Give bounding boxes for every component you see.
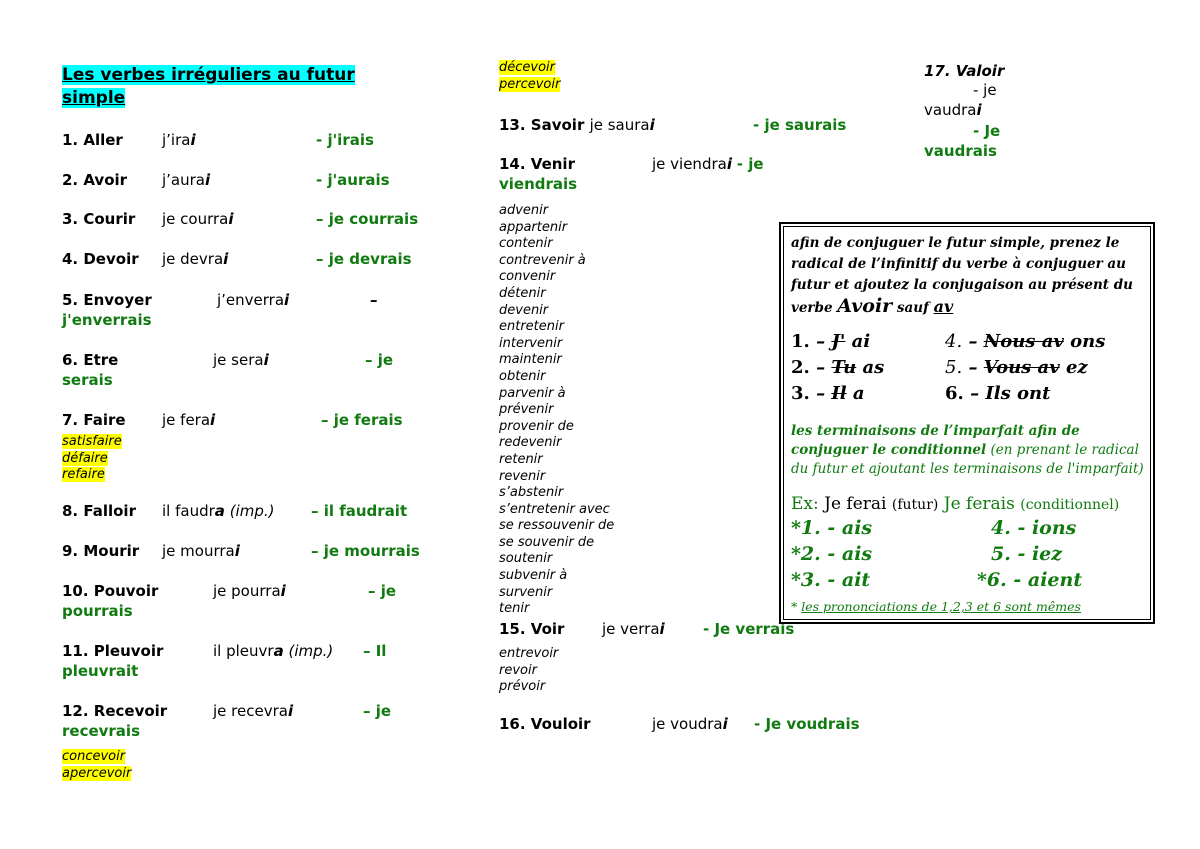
list-item: devenir [499, 302, 549, 318]
list-item: tenir [499, 601, 530, 617]
list-item: retenir [499, 451, 543, 467]
page-title: Les verbes irréguliers au futur simple [62, 65, 355, 108]
verb-venir-label: 14. Venir [499, 155, 575, 173]
ending-6: *6. - aient [977, 569, 1083, 591]
pronoun-3: 3. – Il a [791, 383, 865, 404]
voir-related-list [499, 646, 558, 696]
ending-4: 4. - ions [991, 517, 1077, 539]
list-item: provenir de [499, 418, 574, 434]
list-item: s’entretenir avec [499, 501, 610, 517]
verb-valoir-futur: vaudrai [924, 101, 982, 119]
list-item: concevoir [62, 749, 126, 764]
verb-valoir-dash2: - Je [973, 122, 1001, 140]
verb-faire-label: 7. Faire [62, 411, 126, 429]
verb-savoir-label: 13. Savoir je saurai [499, 116, 655, 134]
pronunciation-note: * les prononciations de 1,2,3 et 6 sont mêmes [791, 599, 1081, 614]
verb-envoyer-conditionnel: j'enverrais [62, 311, 152, 329]
list-item: prévenir [499, 402, 554, 418]
verb-devoir-label: 4. Devoir [62, 250, 139, 268]
verb-vouloir-futur: je voudrai [652, 715, 728, 733]
ending-1: *1. - ais [791, 517, 873, 539]
list-item: revenir [499, 468, 546, 484]
pronoun-4: 4. – Nous av ons [945, 331, 1106, 352]
verb-avoir-label: 2. Avoir [62, 171, 128, 189]
verb-etre-conditionnel: serais [62, 371, 113, 389]
list-item: détenir [499, 285, 546, 301]
list-item: s’abstenir [499, 485, 564, 501]
list-item: percevoir [499, 76, 561, 92]
verb-pleuvoir-label: 11. Pleuvoir [62, 642, 164, 660]
verb-aller-label: 1. Aller [62, 131, 123, 149]
verb-courir-label: 3. Courir [62, 210, 136, 228]
verb-mourir-futur: je mourrai [162, 542, 240, 560]
list-item: prévoir [499, 679, 546, 695]
pronoun-2: 2. – Tu as [791, 357, 885, 378]
conditionnel-rule: les terminaisons de l’imparfait afin de conjuguer le conditionnel (en prenant le radical du futur et ajoutant les terminaisons de l'imparfait) [791, 423, 1144, 477]
verb-envoyer-futur: j’enverrai [217, 291, 290, 309]
venir-related-list [499, 203, 614, 618]
verb-valoir-label: 17. Valoir [924, 62, 1005, 80]
verb-avoir-conditionnel: - j'aurais [316, 171, 390, 189]
list-item: entrevoir [499, 646, 559, 661]
list-item: satisfaire [62, 434, 122, 449]
verb-envoyer-label: 5. Envoyer [62, 291, 152, 309]
verb-recevoir-dash: – je [363, 702, 392, 720]
verb-pleuvoir-conditionnel: pleuvrait [62, 662, 139, 680]
verb-pleuvoir-dash: – Il [363, 642, 387, 660]
verb-mourir-label: 9. Mourir [62, 542, 140, 560]
pronoun-5: 5. – Vous av ez [945, 357, 1088, 378]
verb-falloir-label: 8. Falloir [62, 502, 136, 520]
verb-savoir-conditionnel: - je saurais [753, 116, 847, 134]
faire-related-list [62, 434, 122, 484]
verb-recevoir-label: 12. Recevoir [62, 702, 168, 720]
list-item: subvenir à [499, 568, 568, 584]
list-item: décevoir [499, 60, 555, 75]
verb-aller-futur: j’irai [162, 131, 196, 149]
verb-etre-dash: – je [365, 351, 394, 369]
list-item: apercevoir [62, 765, 132, 781]
verb-courir-futur: je courrai [162, 210, 234, 228]
verb-faire-futur: je ferai [162, 411, 216, 429]
list-item: intervenir [499, 335, 563, 351]
verb-etre-futur: je serai [213, 351, 269, 369]
list-item: se ressouvenir de [499, 518, 615, 534]
verb-venir-futur: je viendrai - je [652, 155, 764, 173]
verb-avoir-futur: j’aurai [162, 171, 211, 189]
verb-venir-conditionnel: viendrais [499, 175, 578, 193]
list-item: advenir [499, 203, 549, 218]
verb-devoir-futur: je devrai [162, 250, 229, 268]
verb-courir-conditionnel: – je courrais [316, 210, 419, 228]
list-item: se souvenir de [499, 534, 595, 550]
verb-pouvoir-conditionnel: pourrais [62, 602, 133, 620]
list-item: obtenir [499, 368, 546, 384]
verb-envoyer-dash: – [370, 291, 378, 309]
pronoun-1: 1. – J' ai [791, 331, 871, 352]
verb-etre-label: 6. Etre [62, 351, 119, 369]
verb-vouloir-conditionnel: - Je voudrais [754, 715, 860, 733]
pronoun-6: 6. – Ils ont [945, 383, 1051, 404]
futur-rule: afin de conjuguer le futur simple, prenez le radical de l’infinitif du verbe à conjuguer au futur et ajoutez la conjugaison au présent du verbe Avoir sauf av [791, 235, 1134, 317]
verb-pleuvoir-futur: il pleuvra (imp.) [213, 642, 334, 660]
verb-voir-label: 15. Voir [499, 620, 565, 638]
verb-pouvoir-label: 10. Pouvoir [62, 582, 159, 600]
list-item: survenir [499, 584, 553, 600]
rule-box [779, 222, 1155, 624]
list-item: appartenir [499, 219, 568, 235]
list-item: soutenir [499, 551, 553, 567]
recevoir-related-list [62, 749, 131, 782]
list-item: contrevenir à [499, 252, 586, 268]
list-item: convenir [499, 269, 556, 285]
verb-vouloir-label: 16. Vouloir [499, 715, 591, 733]
list-item: parvenir à [499, 385, 566, 401]
verb-pouvoir-futur: je pourrai [213, 582, 286, 600]
verb-voir-futur: je verrai [602, 620, 665, 638]
verb-aller-conditionnel: - j'irais [316, 131, 374, 149]
ending-2: *2. - ais [791, 543, 873, 565]
verb-mourir-conditionnel: – je mourrais [311, 542, 420, 560]
verb-devoir-conditionnel: – je devrais [316, 250, 412, 268]
list-item: entretenir [499, 319, 564, 335]
verb-falloir-futur: il faudra (imp.) [162, 502, 275, 520]
list-item: refaire [62, 467, 105, 483]
ending-5: 5. - iez [991, 543, 1063, 565]
verb-valoir-dash: - je [973, 81, 997, 99]
list-item: défaire [62, 450, 108, 466]
verb-valoir-conditionnel: vaudrais [924, 142, 997, 160]
list-item: maintenir [499, 352, 562, 368]
verb-faire-conditionnel: – je ferais [321, 411, 403, 429]
verb-pouvoir-dash: – je [368, 582, 397, 600]
list-item: contenir [499, 236, 553, 252]
verb-voir-conditionnel: - Je verrais [703, 620, 795, 638]
example-line: Ex: Je ferai (futur) Je ferais (conditionnel) [791, 494, 1120, 514]
recevoir-related-list-continued [499, 60, 560, 93]
ending-3: *3. - ait [791, 569, 871, 591]
verb-falloir-conditionnel: – il faudrait [311, 502, 408, 520]
verb-recevoir-futur: je recevrai [213, 702, 294, 720]
list-item: revoir [499, 662, 537, 678]
verb-recevoir-conditionnel: recevrais [62, 722, 141, 740]
list-item: redevenir [499, 435, 562, 451]
